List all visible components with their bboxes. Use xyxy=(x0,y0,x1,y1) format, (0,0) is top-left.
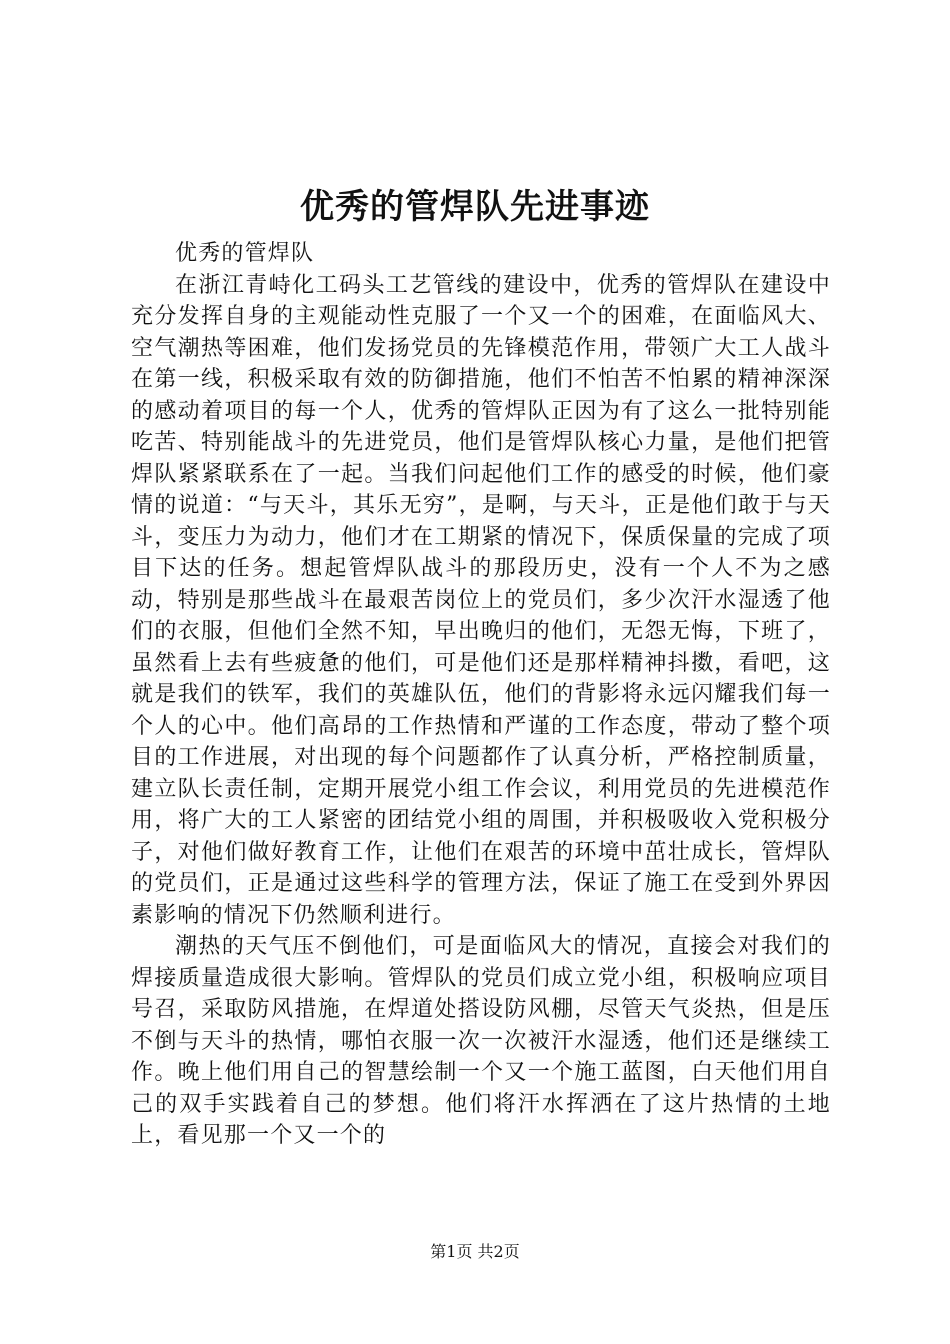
document-body xyxy=(131,238,831,1152)
page-footer: 第1页 共2页 xyxy=(430,1242,520,1261)
body-paragraph-2: 潮热的天气压不倒他们，可是面临风大的情况，直接会对我们的焊接质量造成很大影响。管焊队的党员们成立党小组，积极响应项目号召，采取防风措施，在焊道处搭设防风棚，尽管天气炎热，但是压不倒与天斗的热情，哪怕衣服一次一次被汗水湿透，他们还是继续工作。晚上他们用自己的智慧绘制一个又一个施工蓝图，白天他们用自己的双手实践着自己的梦想。他们将汗水挥洒在了这片热情的土地上，看见那一个又一个的 xyxy=(131,934,831,1148)
subtitle-paragraph: 优秀的管焊队 xyxy=(175,241,315,266)
body-paragraph-1: 在浙江青峙化工码头工艺管线的建设中，优秀的管焊队在建设中充分发挥自身的主观能动性克服了一个又一个的困难，在面临风大、空气潮热等困难，他们发扬党员的先锋模范作用，带领广大工人战斗在第一线，积极采取有效的防御措施，他们不怕苦不怕累的精神深深的感动着项目的每一个人，优秀的管焊队正因为有了这么一批特别能吃苦、特别能战斗的先进党员，他们是管焊队核心力量，是他们把管焊队紧紧联系在了一起。当我们问起他们工作的感受的时候，他们豪情的说道：“与天斗，其乐无穷”，是啊，与天斗，正是他们敢于与天斗，变压力为动力，他们才在工期紧的情况下，保质保量的完成了项目下达的任务。想起管焊队战斗的那段历史，没有一个人不为之感动，特别是那些战斗在最艰苦岗位上的党员们，多少次汗水湿透了他们的衣服，但他们全然不知，早出晚归的他们，无怨无悔，下班了，虽然看上去有些疲惫的他们，可是他们还是那样精神抖擞，看吧，这就是我们的铁军，我们的英雄队伍，他们的背影将永远闪耀我们每一个人的心中。他们高昂的工作热情和严谨的工作态度，带动了整个项目的工作进展，对出现的每个问题都作了认真分析，严格控制质量，建立队长责任制，定期开展党小组工作会议，利用党员的先进模范作用，将广大的工人紧密的团结党小组的周围，并积极吸收入党积极分子，对他们做好教育工作，让他们在艰苦的环境中茁壮成长，管焊队的党员们，正是通过这些科学的管理方法，保证了施工在受到外界因素影响的情况下仍然顺利进行。 xyxy=(131,272,831,928)
document-title: 优秀的管焊队先进事迹 xyxy=(300,187,650,227)
